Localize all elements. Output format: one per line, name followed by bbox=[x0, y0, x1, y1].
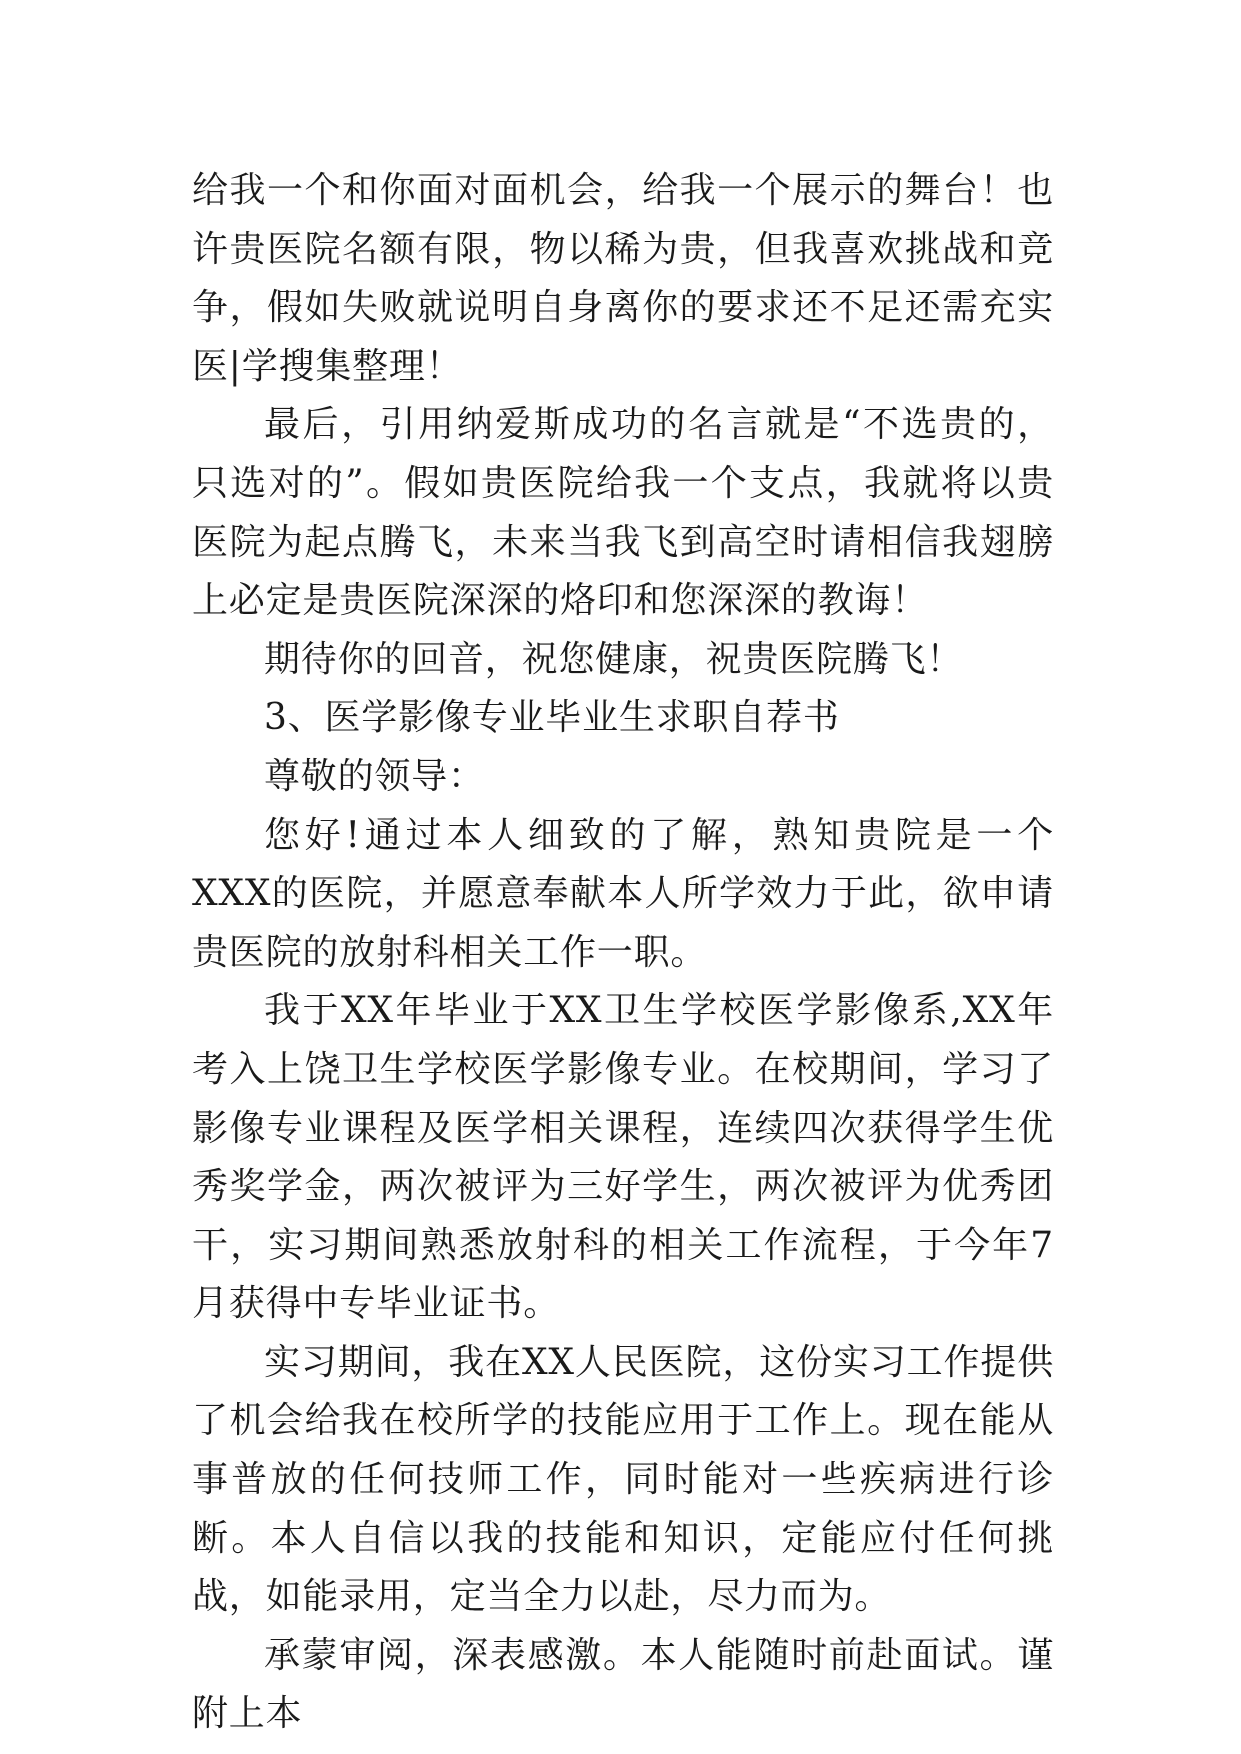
salutation: 尊敬的领导： bbox=[264, 755, 485, 797]
paragraph: 您好!通过本人细致的了解，熟知贵院是一个XXX的医院，并愿意奉献本人所学效力于此，欲申请贵医院的放射科相关工作一职。 bbox=[192, 814, 1054, 973]
paragraph: 承蒙审阅，深表感激。本人能随时前赴面试。谨附上本 bbox=[192, 1634, 1054, 1735]
paragraph: 我于XX年毕业于XX卫生学校医学影像系,XX年考入上饶卫生学校医学影像专业。在校期间，学习了影像专业课程及医学相关课程，连续四次获得学生优秀奖学金，两次被评为三好学生，两次被评为优秀团干，实习期间熟悉放射科的相关工作流程，于今年7月获得中专毕业证书。 bbox=[192, 990, 1054, 1325]
paragraph: 最后，引用纳爱斯成功的名言就是“不选贵的，只选对的”。假如贵医院给我一个支点，我就将以贵医院为起点腾飞，未来当我飞到高空时请相信我翅膀上必定是贵医院深深的烙印和您深深的教诲！ bbox=[192, 404, 1054, 622]
paragraph: 期待你的回音，祝您健康，祝贵医院腾飞！ bbox=[264, 638, 964, 680]
section-heading: 3、医学影像专业毕业生求职自荐书 bbox=[264, 697, 840, 739]
document-body bbox=[192, 162, 1054, 1744]
paragraph: 给我一个和你面对面机会，给我一个展示的舞台！也许贵医院名额有限，物以稀为贵，但我喜欢挑战和竞争，假如失败就说明自身离你的要求还不足还需充实医|学搜集整理！ bbox=[192, 170, 1054, 387]
paragraph: 实习期间，我在XX人民医院，这份实习工作提供了机会给我在校所学的技能应用于工作上。现在能从事普放的任何技师工作，同时能对一些疾病进行诊断。本人自信以我的技能和知识，定能应付任何挑战，如能录用，定当全力以赴，尽力而为。 bbox=[192, 1341, 1054, 1618]
